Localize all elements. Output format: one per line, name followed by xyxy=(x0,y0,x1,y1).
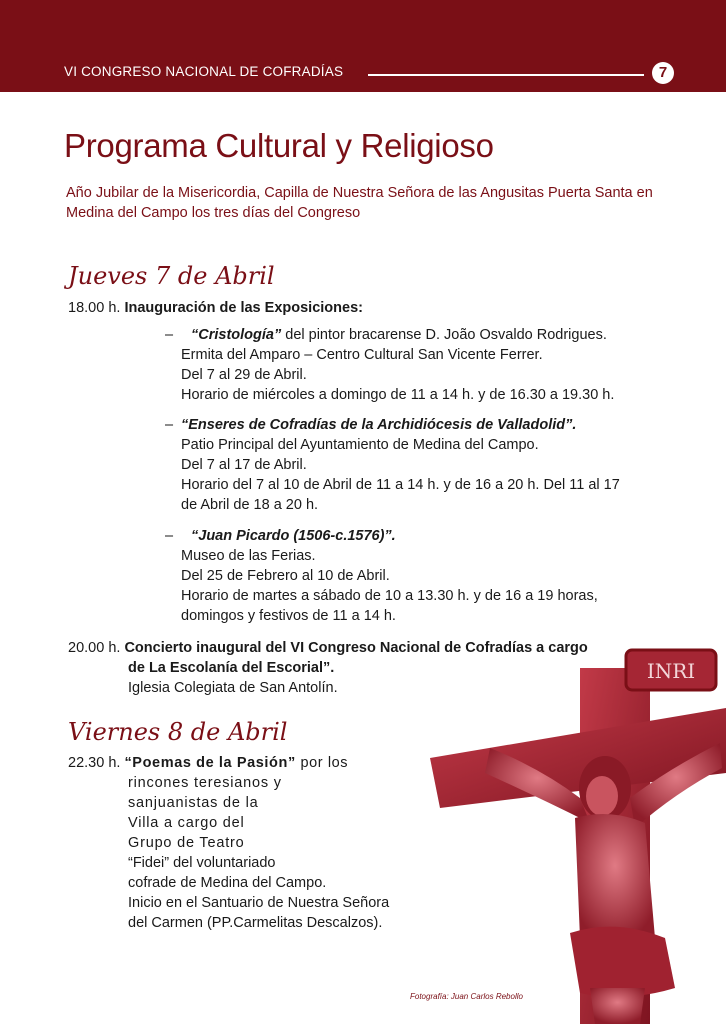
cross-horizontal-beam xyxy=(430,708,726,808)
event-line-text: cofrade de Medina del Campo. xyxy=(128,875,327,891)
dash-bullet: – xyxy=(165,327,174,343)
event-line-text: Grupo de Teatro xyxy=(128,835,245,851)
exhibition-line: Patio Principal del Ayuntamiento de Medina del Campo. xyxy=(181,437,539,453)
svg-text:INRI: INRI xyxy=(646,659,696,683)
day-heading-friday: Viernes 8 de Abril xyxy=(68,718,288,746)
event-title: Inauguración de las Exposiciones: xyxy=(124,300,363,316)
exhibition-line: Horario del 7 al 10 de Abril de 11 a 14 h. y de 16 a 20 h. Del 11 al 17 xyxy=(181,477,620,493)
exhibition-item xyxy=(165,526,598,626)
crucifix-photo xyxy=(430,648,726,1024)
exhibition-line: Del 25 de Febrero al 10 de Abril. xyxy=(181,568,390,584)
exhibition-item xyxy=(165,415,620,515)
figure-legs xyxy=(590,988,645,1024)
exhibition-title: “Juan Picardo (1506-c.1576)”. xyxy=(191,528,396,544)
photo-credit: Fotografía: Juan Carlos Rebollo xyxy=(410,992,523,1001)
exhibition-line: Museo de las Ferias. xyxy=(181,548,316,564)
exhibition-line: Ermita del Amparo – Centro Cultural San Vicente Ferrer. xyxy=(181,347,543,363)
header-divider xyxy=(368,74,644,76)
event-line-text: Inicio en el Santuario de Nuestra Señora xyxy=(128,895,390,911)
figure-loincloth xyxy=(570,927,675,997)
event-line-text: rincones teresianos y xyxy=(128,775,282,791)
event-line-text: del Carmen (PP.Carmelitas Descalzos). xyxy=(128,915,383,931)
subtitle: Año Jubilar de la Misericordia, Capilla de Nuestra Señora de las Angusitas Puerta Santa en Medina del Campo los tres días del Congreso xyxy=(66,185,653,221)
dash-bullet: – xyxy=(165,417,174,433)
page-number: 7 xyxy=(652,62,674,84)
exhibition-line: Horario de martes a sábado de 10 a 13.30 h. y de 16 a 19 horas, xyxy=(181,588,598,604)
event-title-rest: por los xyxy=(295,755,349,771)
event-line xyxy=(68,298,363,318)
exhibition-title: “Enseres de Cofradías de la Archidiócesis de Valladolid”. xyxy=(181,417,577,433)
dash-bullet: – xyxy=(165,528,174,544)
exhibition-line: Del 7 al 17 de Abril. xyxy=(181,457,307,473)
event-time: 18.00 h. xyxy=(68,300,121,316)
exhibition-item xyxy=(165,325,614,405)
event-title: Concierto inaugural del VI Congreso Nacional de Cofradías a cargo xyxy=(124,640,588,656)
day-heading-thursday: Jueves 7 de Abril xyxy=(68,262,275,290)
event-title: “Poemas de la Pasión” xyxy=(124,755,296,771)
exhibition-title-rest: del pintor bracarense D. João Osvaldo Rodrigues. xyxy=(281,327,607,343)
page-title: Programa Cultural y Religioso xyxy=(64,127,494,164)
event-line-text: sanjuanistas de la xyxy=(128,795,259,811)
event-line xyxy=(68,753,348,773)
exhibition-title: “Cristología” xyxy=(191,327,282,343)
event-time: 20.00 h. xyxy=(68,640,121,656)
exhibition-line: de Abril de 18 a 20 h. xyxy=(181,497,319,513)
exhibition-line: Horario de miércoles a domingo de 11 a 14 h. y de 16.30 a 19.30 h. xyxy=(181,387,615,403)
event-line-text: Villa a cargo del xyxy=(128,815,245,831)
event-title-continuation: de La Escolanía del Escorial”. xyxy=(128,660,335,676)
event-place: Iglesia Colegiata de San Antolín. xyxy=(128,680,338,696)
inri-plaque xyxy=(626,650,716,690)
figure-torso xyxy=(575,814,655,943)
event-time: 22.30 h. xyxy=(68,755,121,771)
exhibition-line: Del 7 al 29 de Abril. xyxy=(181,367,307,383)
event-line-text: “Fidei” del voluntariado xyxy=(128,855,276,871)
header-title: VI CONGRESO NACIONAL DE COFRADÍAS xyxy=(64,64,344,79)
exhibition-line: domingos y festivos de 11 a 14 h. xyxy=(181,608,396,624)
